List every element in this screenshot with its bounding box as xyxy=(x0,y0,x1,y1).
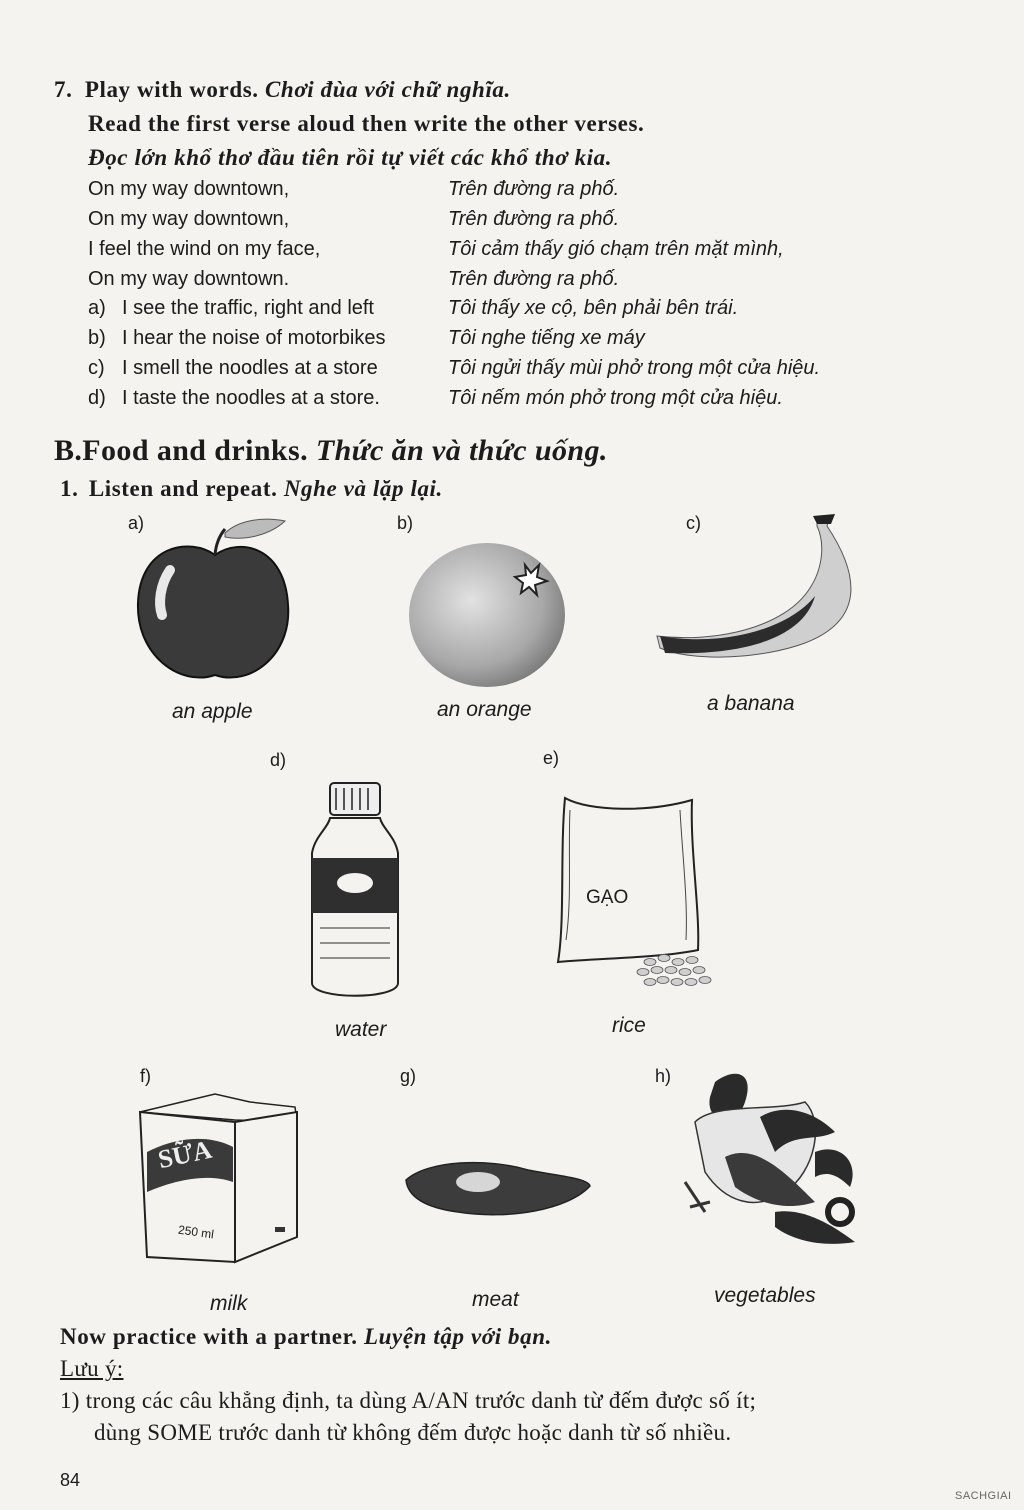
poem-line-en: On my way downtown. xyxy=(88,268,290,290)
exercise-number: 7. xyxy=(54,77,73,102)
orange-icon xyxy=(405,535,570,690)
practice-line xyxy=(60,1324,552,1350)
poem-line-vi: Trên đường ra phố. xyxy=(448,208,620,230)
rice-bag-text: GẠO xyxy=(586,887,629,908)
practice-text: Now practice with a partner. xyxy=(60,1324,358,1349)
poem-line-en: b) I hear the noise of motorbikes xyxy=(88,327,386,349)
poem-line-en: c) I smell the noodles at a store xyxy=(88,357,378,379)
banana-icon xyxy=(655,508,870,668)
item-caption: an orange xyxy=(437,698,532,721)
item-caption: an apple xyxy=(172,700,253,723)
item-label: c) xyxy=(686,513,701,533)
meat-icon xyxy=(398,1150,593,1225)
poem-line-en: d) I taste the noodles at a store. xyxy=(88,387,380,409)
exercise-title-en: Play with words. xyxy=(84,77,259,102)
item-caption: vegetables xyxy=(714,1284,816,1307)
milk-carton-icon xyxy=(135,1092,305,1272)
poem-line xyxy=(88,297,948,327)
section-title-en: B.Food and drinks. xyxy=(54,434,308,467)
item-label: a) xyxy=(128,513,145,533)
poem-line xyxy=(88,178,948,208)
exercise-title-vi: Chơi đùa với chữ nghĩa. xyxy=(264,77,511,102)
note-item-1-line-1: 1) trong các câu khẳng định, ta dùng A/AN trước danh từ đếm được số ít; xyxy=(60,1388,757,1413)
item-caption: a banana xyxy=(707,692,795,715)
poem-line xyxy=(88,238,948,268)
poem-line-en: On my way downtown, xyxy=(88,178,290,200)
section-title-vi: Thức ăn và thức uống. xyxy=(315,434,608,467)
rice-bag-icon xyxy=(530,790,730,1000)
water-bottle-icon xyxy=(300,778,410,1008)
section-b-title xyxy=(54,434,608,468)
poem-line xyxy=(88,208,948,238)
exercise-number: 1. xyxy=(60,476,79,501)
item-caption: rice xyxy=(612,1014,646,1037)
poem-line-vi: Trên đường ra phố. xyxy=(448,178,620,200)
poem-line-vi: Tôi nếm món phở trong một cửa hiệu. xyxy=(448,387,783,409)
note-heading: Lưu ý: xyxy=(60,1356,124,1381)
exercise-7-instruction: Read the first verse aloud then write the other verses. xyxy=(88,111,645,136)
poem-line-vi: Tôi ngửi thấy mùi phở trong một cửa hiệu. xyxy=(448,357,821,379)
poem-line xyxy=(88,357,948,387)
poem-line-vi: Tôi thấy xe cộ, bên phải bên trái. xyxy=(448,297,739,319)
exercise-7-instruction-vi: Đọc lớn khổ thơ đầu tiên rồi tự viết các khổ thơ kia. xyxy=(88,145,613,170)
watermark: SACHGIAI xyxy=(955,1490,1012,1502)
poem-line-en: I feel the wind on my face, xyxy=(88,238,321,260)
milk-box-text: SỮA xyxy=(155,1134,215,1175)
item-caption: water xyxy=(335,1018,387,1041)
poem-line-vi: Trên đường ra phố. xyxy=(448,268,620,290)
poem-line xyxy=(88,327,948,357)
vegetables-icon xyxy=(665,1062,865,1262)
item-label: d) xyxy=(270,750,287,770)
exercise-7-title xyxy=(54,77,511,103)
poem-line xyxy=(88,268,948,298)
item-label: h) xyxy=(655,1066,672,1086)
poem-line-en: On my way downtown, xyxy=(88,208,290,230)
item-label: b) xyxy=(397,513,414,533)
item-caption: milk xyxy=(210,1292,248,1315)
poem-line-vi: Tôi cảm thấy gió chạm trên mặt mình, xyxy=(448,238,784,260)
exercise-1-title xyxy=(60,476,443,502)
item-label: e) xyxy=(543,748,560,768)
exercise-title-vi: Nghe và lặp lại. xyxy=(283,476,443,501)
practice-text-vi: Luyện tập với bạn. xyxy=(364,1324,552,1349)
poem-line-vi: Tôi nghe tiếng xe máy xyxy=(448,327,645,349)
item-caption: meat xyxy=(472,1288,519,1311)
poem-line-en: a) I see the traffic, right and left xyxy=(88,297,374,319)
item-label: f) xyxy=(140,1066,151,1086)
note-item-1-line-2: dùng SOME trước danh từ không đếm được hoặc danh từ số nhiều. xyxy=(94,1420,732,1445)
apple-icon xyxy=(130,515,300,690)
item-label: g) xyxy=(400,1066,417,1086)
poem-line xyxy=(88,387,948,417)
page-number: 84 xyxy=(60,1470,81,1490)
milk-volume: 250 ml xyxy=(177,1222,215,1242)
exercise-title-en: Listen and repeat. xyxy=(88,476,278,501)
